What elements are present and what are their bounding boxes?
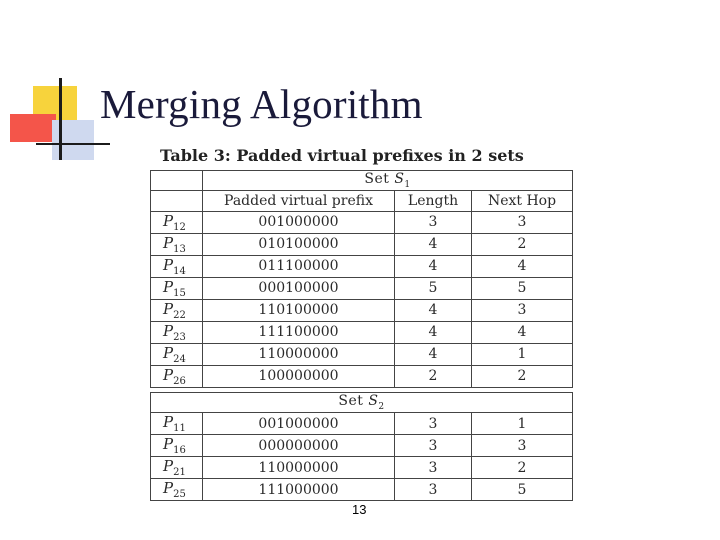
- length-cell: 3: [395, 211, 472, 233]
- padded-prefix-cell: 000100000: [203, 277, 395, 299]
- logo-horizontal-line: [36, 143, 110, 145]
- prefix-label: $P_{23}$: [151, 321, 203, 343]
- next-hop-cell: 2: [472, 233, 573, 255]
- prefix-label: $P_{25}$: [151, 479, 203, 501]
- prefix-label: $P_{21}$: [151, 457, 203, 479]
- next-hop-cell: 5: [472, 277, 573, 299]
- column-header-row: [151, 191, 573, 211]
- prefix-label: $P_{22}$: [151, 299, 203, 321]
- table-row: [151, 255, 573, 277]
- padded-prefix-cell: 111000000: [203, 479, 395, 501]
- length-cell: 4: [395, 255, 472, 277]
- prefix-label: $P_{12}$: [151, 211, 203, 233]
- prefix-label: $P_{26}$: [151, 365, 203, 387]
- padded-prefix-cell: 100000000: [203, 365, 395, 387]
- slide-title: Merging Algorithm: [100, 81, 423, 127]
- length-cell: 3: [395, 413, 472, 435]
- table-row: [151, 457, 573, 479]
- next-hop-cell: 4: [472, 321, 573, 343]
- length-cell: 4: [395, 321, 472, 343]
- next-hop-cell: 3: [472, 299, 573, 321]
- prefix-label: $P_{13}$: [151, 233, 203, 255]
- logo-red-square: [10, 114, 56, 142]
- length-cell: 4: [395, 233, 472, 255]
- prefix-table: [150, 170, 572, 501]
- length-cell: 2: [395, 365, 472, 387]
- table-row: [151, 211, 573, 233]
- set-2-table: [150, 392, 573, 502]
- next-hop-cell: 5: [472, 479, 573, 501]
- table-row: [151, 277, 573, 299]
- length-cell: 3: [395, 479, 472, 501]
- next-hop-cell: 1: [472, 413, 573, 435]
- page-number: 13: [352, 502, 367, 517]
- prefix-label: $P_{15}$: [151, 277, 203, 299]
- length-cell: 4: [395, 343, 472, 365]
- prefix-label: $P_{24}$: [151, 343, 203, 365]
- length-cell: 3: [395, 435, 472, 457]
- next-hop-cell: 2: [472, 365, 573, 387]
- padded-prefix-cell: 110100000: [203, 299, 395, 321]
- padded-prefix-cell: 110000000: [203, 457, 395, 479]
- table-row: [151, 233, 573, 255]
- table-row: [151, 479, 573, 501]
- next-hop-cell: 2: [472, 457, 573, 479]
- prefix-label: $P_{16}$: [151, 435, 203, 457]
- set-1-table: [150, 170, 573, 388]
- set-1-title: Set $S_1$: [203, 171, 573, 191]
- length-cell: 3: [395, 457, 472, 479]
- set-header-row: [151, 171, 573, 191]
- table-row: [151, 343, 573, 365]
- next-hop-cell: 3: [472, 211, 573, 233]
- length-cell: 5: [395, 277, 472, 299]
- next-hop-cell: 4: [472, 255, 573, 277]
- column-header-length: Length: [395, 191, 472, 211]
- table-row: [151, 299, 573, 321]
- table-row: [151, 413, 573, 435]
- padded-prefix-cell: 001000000: [203, 413, 395, 435]
- padded-prefix-cell: 000000000: [203, 435, 395, 457]
- padded-prefix-cell: 110000000: [203, 343, 395, 365]
- table-row: [151, 435, 573, 457]
- logo-vertical-line: [59, 78, 62, 160]
- set-2-title: Set $S_2$: [151, 392, 573, 413]
- prefix-label: $P_{14}$: [151, 255, 203, 277]
- padded-prefix-cell: 011100000: [203, 255, 395, 277]
- column-header-next-hop: Next Hop: [472, 191, 573, 211]
- table-row: [151, 365, 573, 387]
- table-caption: Table 3: Padded virtual prefixes in 2 sets: [160, 146, 524, 165]
- column-header-prefix: Padded virtual prefix: [203, 191, 395, 211]
- padded-prefix-cell: 001000000: [203, 211, 395, 233]
- prefix-label: $P_{11}$: [151, 413, 203, 435]
- padded-prefix-cell: 010100000: [203, 233, 395, 255]
- next-hop-cell: 1: [472, 343, 573, 365]
- length-cell: 4: [395, 299, 472, 321]
- table-row: [151, 321, 573, 343]
- next-hop-cell: 3: [472, 435, 573, 457]
- set-header-row: [151, 392, 573, 413]
- padded-prefix-cell: 111100000: [203, 321, 395, 343]
